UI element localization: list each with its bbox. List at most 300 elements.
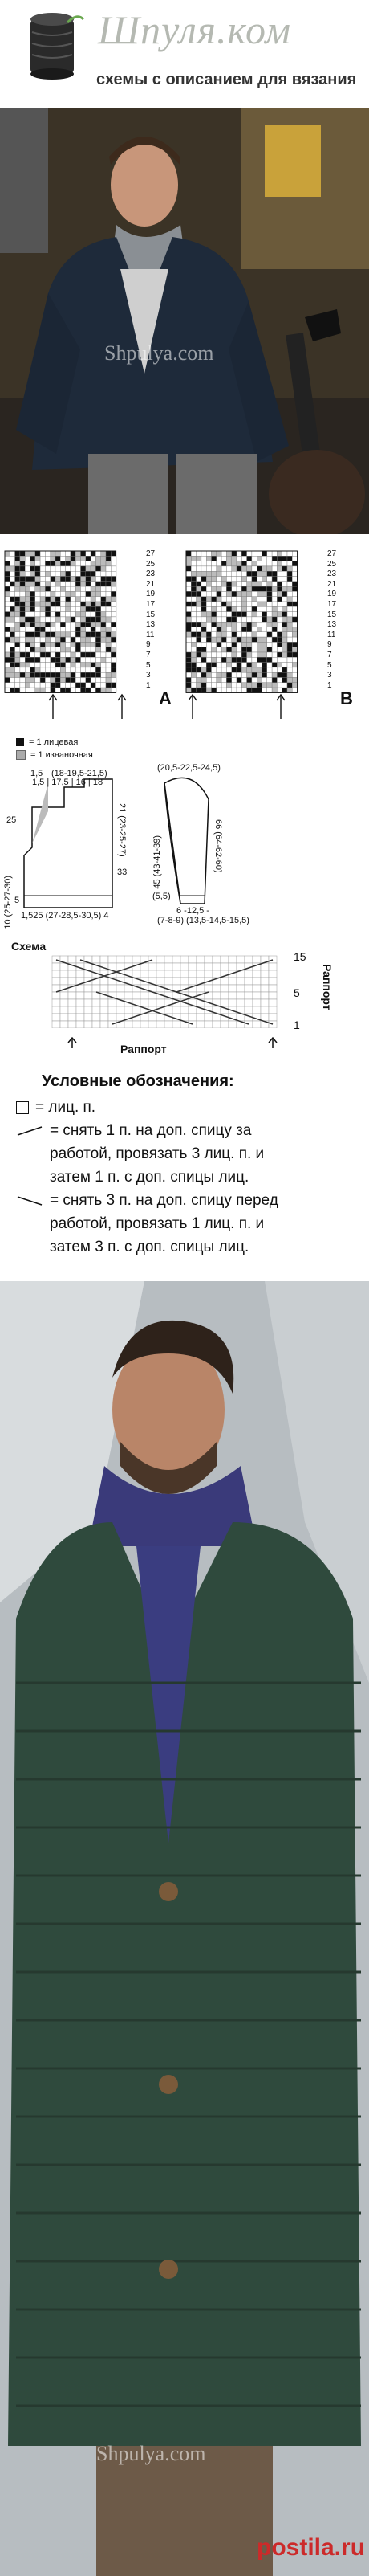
schema-cell bbox=[116, 992, 124, 999]
schema-cell bbox=[269, 956, 277, 963]
chart-cell bbox=[257, 688, 262, 692]
chart-cell bbox=[20, 591, 25, 596]
chart-cell bbox=[111, 586, 116, 591]
chart-row-number: 11 bbox=[146, 630, 155, 639]
chart-cell bbox=[226, 663, 231, 667]
chart-cell bbox=[95, 606, 100, 611]
chart-cell bbox=[30, 597, 35, 602]
chart-cell bbox=[40, 632, 45, 637]
chart-cell bbox=[262, 591, 267, 596]
chart-cell bbox=[91, 663, 95, 667]
chart-cell bbox=[66, 642, 71, 647]
chart-cell bbox=[15, 627, 20, 632]
chart-cell bbox=[35, 617, 40, 622]
chart-cell bbox=[257, 586, 262, 591]
chart-row-number: 5 bbox=[146, 660, 151, 670]
chart-cell bbox=[5, 577, 10, 582]
chart-cell bbox=[287, 652, 292, 657]
chart-cell bbox=[241, 612, 246, 617]
chart-cell bbox=[20, 627, 25, 632]
chart-cell bbox=[232, 582, 237, 586]
chart-cell bbox=[267, 647, 272, 652]
chart-cell bbox=[101, 561, 106, 566]
chart-cell bbox=[106, 586, 111, 591]
knit-charts-ab bbox=[0, 546, 369, 739]
schema-cell bbox=[108, 1021, 116, 1028]
chart-cell bbox=[287, 637, 292, 642]
schema-cell bbox=[108, 999, 116, 1006]
chart-cell bbox=[60, 663, 65, 667]
chart-cell bbox=[71, 688, 75, 692]
chart-cell bbox=[75, 602, 80, 606]
chart-cell bbox=[272, 551, 277, 556]
schema-cell bbox=[229, 985, 237, 992]
chart-cell bbox=[25, 652, 30, 657]
chart-cell bbox=[91, 566, 95, 571]
chart-cell bbox=[282, 627, 287, 632]
chart-cell bbox=[40, 617, 45, 622]
chart-cell bbox=[91, 688, 95, 692]
chart-cell bbox=[71, 556, 75, 561]
chart-cell bbox=[30, 657, 35, 662]
chart-cell bbox=[15, 688, 20, 692]
chart-cell bbox=[5, 622, 10, 627]
chart-cell bbox=[277, 622, 282, 627]
chart-cell bbox=[95, 586, 100, 591]
chart-cell bbox=[95, 556, 100, 561]
chart-cell bbox=[186, 622, 191, 627]
chart-cell bbox=[30, 642, 35, 647]
chart-cell bbox=[191, 577, 196, 582]
chart-cell bbox=[45, 672, 50, 677]
chart-cell bbox=[55, 551, 60, 556]
chart-cell bbox=[101, 617, 106, 622]
schema-cell bbox=[269, 1021, 277, 1028]
chart-cell bbox=[186, 566, 191, 571]
chart-cell bbox=[55, 637, 60, 642]
chart-cell bbox=[201, 627, 206, 632]
chart-cell bbox=[95, 672, 100, 677]
schema-cell bbox=[60, 1014, 68, 1021]
chart-cell bbox=[247, 672, 252, 677]
chart-cell bbox=[241, 597, 246, 602]
chart-cell bbox=[221, 586, 226, 591]
chart-cell bbox=[86, 683, 91, 688]
chart-cell bbox=[75, 597, 80, 602]
chart-cell bbox=[40, 688, 45, 692]
chart-cell bbox=[66, 632, 71, 637]
chart-cell bbox=[212, 551, 217, 556]
chart-cell bbox=[106, 571, 111, 576]
chart-cell bbox=[81, 627, 86, 632]
chart-cell bbox=[267, 597, 272, 602]
chart-cell bbox=[60, 602, 65, 606]
chart-cell bbox=[186, 556, 191, 561]
chart-cell bbox=[20, 617, 25, 622]
chart-cell bbox=[197, 602, 201, 606]
chart-cell bbox=[272, 602, 277, 606]
chart-cell bbox=[292, 612, 297, 617]
chart-cell bbox=[5, 591, 10, 596]
chart-cell bbox=[35, 642, 40, 647]
chart-cell bbox=[272, 566, 277, 571]
chart-cell bbox=[197, 556, 201, 561]
schema-cell bbox=[116, 985, 124, 992]
chart-cell bbox=[35, 577, 40, 582]
chart-cell bbox=[15, 622, 20, 627]
chart-cell bbox=[51, 571, 55, 576]
chart-cell bbox=[237, 652, 241, 657]
chart-cell bbox=[247, 591, 252, 596]
chart-cell bbox=[201, 632, 206, 637]
schema-cell bbox=[261, 1006, 269, 1014]
schema-cell bbox=[189, 970, 197, 978]
chart-cell bbox=[237, 688, 241, 692]
chart-cell bbox=[282, 632, 287, 637]
chart-cell bbox=[292, 632, 297, 637]
schema-cell bbox=[269, 970, 277, 978]
chart-cell bbox=[71, 606, 75, 611]
chart-cell bbox=[237, 582, 241, 586]
chart-cell bbox=[20, 582, 25, 586]
chart-cell bbox=[10, 606, 14, 611]
chart-cell bbox=[51, 577, 55, 582]
chart-cell bbox=[272, 632, 277, 637]
chart-cell bbox=[81, 551, 86, 556]
chart-cell bbox=[217, 667, 221, 672]
chart-cell bbox=[226, 667, 231, 672]
chart-cell bbox=[91, 617, 95, 622]
chart-cell bbox=[75, 642, 80, 647]
chart-cell bbox=[106, 632, 111, 637]
chart-cell bbox=[91, 597, 95, 602]
chart-cell bbox=[45, 688, 50, 692]
chart-cell bbox=[277, 606, 282, 611]
chart-cell bbox=[186, 678, 191, 683]
chart-cell bbox=[60, 556, 65, 561]
chart-cell bbox=[191, 622, 196, 627]
chart-cell bbox=[287, 678, 292, 683]
schema-cell bbox=[245, 985, 253, 992]
chart-cell bbox=[201, 566, 206, 571]
chart-cell bbox=[197, 591, 201, 596]
chart-cell bbox=[272, 556, 277, 561]
chart-cell bbox=[15, 612, 20, 617]
chart-cell bbox=[71, 657, 75, 662]
chart-cell bbox=[55, 652, 60, 657]
chart-cell bbox=[232, 657, 237, 662]
chart-cell bbox=[35, 688, 40, 692]
chart-cell bbox=[201, 617, 206, 622]
schema-cell bbox=[261, 970, 269, 978]
chart-cell bbox=[101, 602, 106, 606]
chart-cell bbox=[40, 561, 45, 566]
chart-cell bbox=[237, 571, 241, 576]
purl-square-icon bbox=[16, 750, 26, 760]
chart-cell bbox=[71, 602, 75, 606]
chart-cell bbox=[212, 617, 217, 622]
chart-cell bbox=[292, 637, 297, 642]
chart-cell bbox=[191, 556, 196, 561]
chart-cell bbox=[51, 612, 55, 617]
chart-cell bbox=[86, 577, 91, 582]
chart-cell bbox=[60, 632, 65, 637]
chart-cell bbox=[232, 586, 237, 591]
chart-cell bbox=[101, 652, 106, 657]
chart-row-number: 27 bbox=[146, 549, 156, 558]
chart-cell bbox=[106, 652, 111, 657]
chart-cell bbox=[111, 637, 116, 642]
chart-cell bbox=[277, 647, 282, 652]
chart-cell bbox=[247, 571, 252, 576]
chart-cell bbox=[51, 591, 55, 596]
chart-cell bbox=[30, 652, 35, 657]
chart-cell bbox=[60, 683, 65, 688]
chart-cell bbox=[101, 577, 106, 582]
chart-cell bbox=[287, 597, 292, 602]
chart-cell bbox=[197, 632, 201, 637]
chart-row-number: 17 bbox=[327, 599, 337, 609]
chart-cell bbox=[20, 561, 25, 566]
chart-cell bbox=[232, 652, 237, 657]
chart-cell bbox=[257, 551, 262, 556]
chart-cell bbox=[292, 663, 297, 667]
chart-cell bbox=[20, 667, 25, 672]
schema-cell bbox=[148, 963, 156, 970]
schema-cell bbox=[84, 985, 92, 992]
chart-cell bbox=[106, 606, 111, 611]
chart-cell bbox=[217, 606, 221, 611]
schema-cell bbox=[180, 956, 189, 963]
chart-cell bbox=[287, 647, 292, 652]
chart-cell bbox=[277, 627, 282, 632]
chart-cell bbox=[91, 591, 95, 596]
chart-cell bbox=[247, 637, 252, 642]
chart-cell bbox=[272, 571, 277, 576]
cable-left-icon bbox=[16, 1125, 43, 1137]
chart-cell bbox=[81, 642, 86, 647]
chart-cell bbox=[75, 622, 80, 627]
chart-cell bbox=[81, 617, 86, 622]
chart-cell bbox=[20, 577, 25, 582]
schema-cell bbox=[237, 999, 245, 1006]
chart-cell bbox=[95, 597, 100, 602]
chart-cell bbox=[262, 637, 267, 642]
chart-cell bbox=[111, 617, 116, 622]
chart-cell bbox=[186, 612, 191, 617]
schema-cell bbox=[172, 1006, 180, 1014]
schema-title: Схема bbox=[11, 940, 47, 953]
legend-item-6: затем 3 п. с доп. спицы лиц. bbox=[50, 1239, 249, 1255]
chart-cell bbox=[15, 678, 20, 683]
chart-cell bbox=[247, 647, 252, 652]
legend-list bbox=[16, 1096, 361, 1259]
schema-cell bbox=[76, 1006, 84, 1014]
chart-cell bbox=[262, 627, 267, 632]
chart-cell bbox=[95, 602, 100, 606]
chart-cell bbox=[252, 647, 257, 652]
chart-cell bbox=[10, 591, 14, 596]
chart-cell bbox=[221, 571, 226, 576]
chart-cell bbox=[51, 586, 55, 591]
chart-cell bbox=[277, 632, 282, 637]
chart-cell bbox=[226, 561, 231, 566]
schema-cell bbox=[205, 956, 213, 963]
chart-cell bbox=[292, 566, 297, 571]
chart-cell bbox=[212, 647, 217, 652]
chart-cell bbox=[282, 586, 287, 591]
chart-cell bbox=[81, 606, 86, 611]
chart-cell bbox=[45, 642, 50, 647]
schema-cell bbox=[52, 970, 60, 978]
chart-cell bbox=[10, 577, 14, 582]
chart-cell bbox=[15, 663, 20, 667]
chart-cell bbox=[81, 556, 86, 561]
schema-cell bbox=[124, 992, 132, 999]
schema-cell bbox=[269, 1014, 277, 1021]
chart-cell bbox=[232, 647, 237, 652]
chart-cell bbox=[191, 582, 196, 586]
chart-cell bbox=[86, 632, 91, 637]
chart-cell bbox=[55, 622, 60, 627]
schema-cell bbox=[140, 963, 148, 970]
green-cardigan-photo bbox=[0, 1281, 369, 2576]
chart-cell bbox=[15, 571, 20, 576]
site-logo[interactable]: Шпуля.ком bbox=[98, 7, 292, 52]
chart-cell bbox=[191, 647, 196, 652]
chart-cell bbox=[201, 663, 206, 667]
legend-item-5: работой, провязать 1 лиц. п. и bbox=[50, 1215, 265, 1232]
chart-cell bbox=[30, 577, 35, 582]
chart-cell bbox=[95, 571, 100, 576]
chart-cell bbox=[272, 586, 277, 591]
chart-cell bbox=[25, 606, 30, 611]
chart-cell bbox=[25, 571, 30, 576]
chart-cell bbox=[272, 591, 277, 596]
chart-cell bbox=[212, 556, 217, 561]
chart-cell bbox=[66, 647, 71, 652]
chart-cell bbox=[292, 556, 297, 561]
chart-cell bbox=[95, 627, 100, 632]
chart-cell bbox=[247, 632, 252, 637]
chart-cell bbox=[212, 672, 217, 677]
chart-cell bbox=[55, 678, 60, 683]
chart-cell bbox=[66, 622, 71, 627]
chart-cell bbox=[35, 632, 40, 637]
schema-cell bbox=[124, 1006, 132, 1014]
chart-cell bbox=[287, 627, 292, 632]
chart-cell bbox=[66, 637, 71, 642]
chart-cell bbox=[101, 571, 106, 576]
schema-cell bbox=[92, 999, 100, 1006]
chart-cell bbox=[15, 551, 20, 556]
chart-cell bbox=[51, 617, 55, 622]
chart-cell bbox=[197, 617, 201, 622]
chart-cell bbox=[35, 561, 40, 566]
chart-cell bbox=[60, 672, 65, 677]
chart-cell bbox=[217, 622, 221, 627]
chart-cell bbox=[206, 566, 211, 571]
chart-cell bbox=[35, 637, 40, 642]
chart-cell bbox=[212, 637, 217, 642]
chart-cell bbox=[101, 657, 106, 662]
chart-cell bbox=[10, 667, 14, 672]
chart-cell bbox=[86, 612, 91, 617]
chart-cell bbox=[15, 582, 20, 586]
chart-cell bbox=[101, 551, 106, 556]
chart-cell bbox=[55, 566, 60, 571]
chart-cell bbox=[282, 663, 287, 667]
chart-cell bbox=[197, 647, 201, 652]
chart-cell bbox=[95, 663, 100, 667]
chart-row-number: 19 bbox=[146, 590, 156, 599]
chart-cell bbox=[106, 627, 111, 632]
green-cardigan-illustration bbox=[0, 1281, 369, 2576]
schema-cell bbox=[68, 956, 76, 963]
chart-cell bbox=[55, 606, 60, 611]
schema-cell bbox=[253, 985, 261, 992]
chart-cell bbox=[197, 606, 201, 611]
chart-cell bbox=[241, 566, 246, 571]
schema-cell bbox=[52, 992, 60, 999]
chart-cell bbox=[106, 637, 111, 642]
chart-cell bbox=[191, 632, 196, 637]
schema-cell bbox=[140, 1021, 148, 1028]
chart-cell bbox=[20, 672, 25, 677]
chart-cell bbox=[206, 627, 211, 632]
chart-cell bbox=[81, 577, 86, 582]
chart-cell bbox=[287, 556, 292, 561]
chart-cell bbox=[247, 617, 252, 622]
chart-cell bbox=[20, 637, 25, 642]
chart-cell bbox=[40, 647, 45, 652]
chart-cell bbox=[66, 561, 71, 566]
chart-cell bbox=[15, 586, 20, 591]
schema-cell bbox=[221, 1021, 229, 1028]
chart-cell bbox=[91, 652, 95, 657]
schema-cell bbox=[148, 1014, 156, 1021]
chart-cell bbox=[252, 688, 257, 692]
chart-cell bbox=[66, 657, 71, 662]
chart-cell bbox=[75, 683, 80, 688]
chart-cell bbox=[106, 551, 111, 556]
chart-cell bbox=[226, 577, 231, 582]
chart-cell bbox=[262, 683, 267, 688]
chart-cell bbox=[257, 647, 262, 652]
chart-cell bbox=[206, 652, 211, 657]
schema-cell bbox=[221, 956, 229, 963]
chart-cell bbox=[86, 566, 91, 571]
chart-cell bbox=[106, 597, 111, 602]
legend-item-3: затем 1 п. с доп. спицы лиц. bbox=[50, 1169, 249, 1186]
chart-cell bbox=[45, 667, 50, 672]
chart-cell bbox=[66, 627, 71, 632]
chart-cell bbox=[10, 622, 14, 627]
chart-cell bbox=[66, 551, 71, 556]
chart-cell bbox=[20, 642, 25, 647]
chart-cell bbox=[40, 566, 45, 571]
schema-cell bbox=[205, 970, 213, 978]
chart-cell bbox=[10, 602, 14, 606]
chart-cell bbox=[197, 678, 201, 683]
chart-cell bbox=[25, 627, 30, 632]
chart-cell bbox=[111, 642, 116, 647]
chart-cell bbox=[186, 627, 191, 632]
chart-cell bbox=[277, 683, 282, 688]
chart-cell bbox=[81, 652, 86, 657]
chart-cell bbox=[25, 612, 30, 617]
chart-cell bbox=[201, 612, 206, 617]
